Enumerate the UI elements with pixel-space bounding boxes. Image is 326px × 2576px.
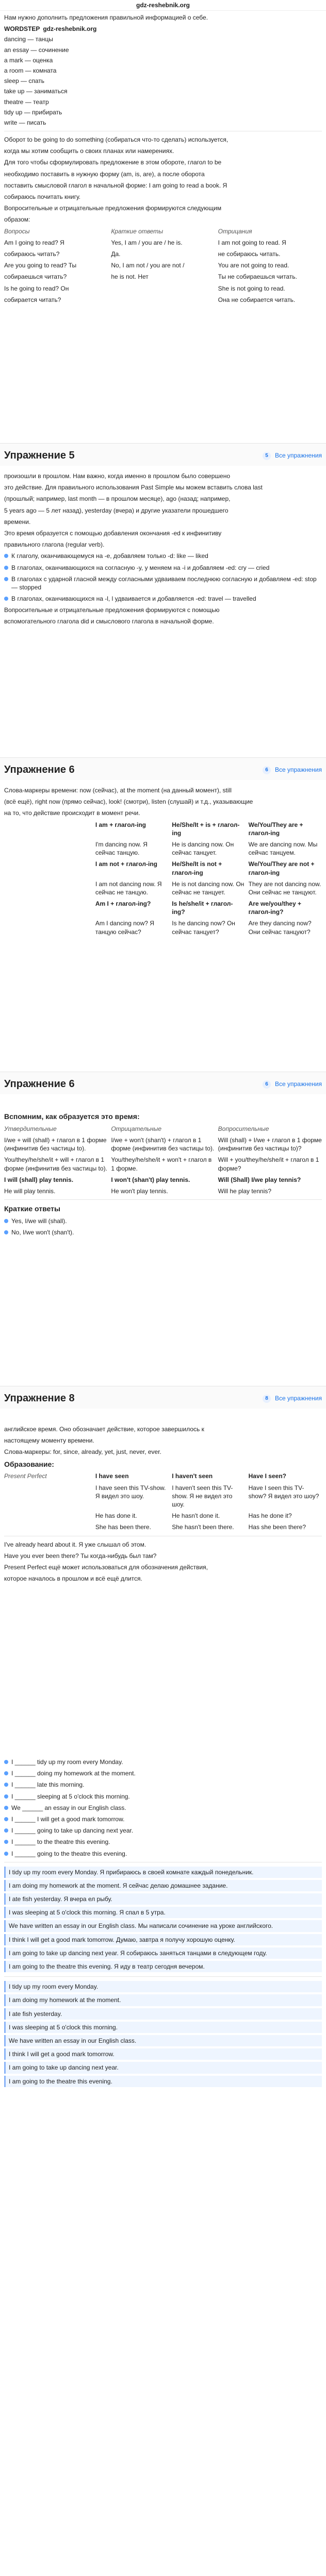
grammar-text: Вопросительные и отрицательные предложения формируются следующим [4, 205, 222, 212]
table-cell: I/we + will (shall) + глагол в 1 форме (инфинитив без частицы to). [4, 1137, 107, 1153]
table-cell: Are you going to read? Ты [4, 262, 77, 269]
table-cell: She hasn't been there. [172, 1523, 234, 1531]
final-answer [4, 2048, 322, 2060]
rule-text: К глаголу, оканчивающемуся на -e, добавляем только -d: like — liked [11, 552, 208, 560]
table-cell: We/You/They are + глагол-ing [248, 821, 303, 837]
grammar-text: английское время. Оно обозначает действие, которое завершилось к [4, 1426, 204, 1433]
vocab-item [4, 46, 322, 54]
grammar-text: на то, что действие происходит в момент речи. [4, 809, 140, 817]
table-cell [111, 296, 215, 304]
answer-text: I am going to the theatre this evening. Я иду в театр сегодня вечером. [9, 1963, 205, 1970]
answer-item [4, 1867, 322, 1878]
final-answer-text: I am going to the theatre this evening. [9, 2077, 112, 2085]
table-cell [4, 1512, 92, 1520]
answer-item [4, 1893, 322, 1905]
table-cell: He/She/It is not + глагол-ing [172, 860, 222, 876]
answer-text: I was sleeping at 5 o'clock this morning. Я спал в 5 утра. [9, 1909, 166, 1917]
final-answer-text: I was sleeping at 5 o'clock this morning. [9, 2023, 118, 2031]
all-exercises-link[interactable]: Все упражнения [274, 766, 322, 774]
all-exercises-link[interactable]: Все упражнения [274, 1395, 322, 1402]
exercise-title: Упражнение 8 [4, 1393, 75, 1404]
table-cell [4, 1523, 92, 1531]
short-answer [4, 1217, 322, 1225]
table-header: Have I seen? [248, 1472, 286, 1480]
table-header: Вопросы [4, 227, 30, 235]
answer-text: I think I will get a good mark tomorrow. Думаю, завтра я получу хорошую оценку. [9, 1936, 235, 1943]
table-cell: He won't play tennis. [111, 1188, 168, 1195]
watermark: gdz-reshebnik.org [43, 25, 97, 33]
grammar-text: настоящему моменту времени. [4, 1437, 94, 1445]
answer-text: I ate fish yesterday. Я вчера ел рыбу. [9, 1895, 112, 1903]
table-cell [4, 1484, 92, 1509]
grammar-text: Слова-маркеры времени: now (сейчас), at the moment (на данный момент), still [4, 787, 232, 794]
grammar-text: когда мы хотим сообщить о своих планах или намерениях. [4, 147, 174, 155]
vocab-item [4, 118, 322, 127]
table-header: Утвердительные [4, 1125, 57, 1132]
rule-item [4, 564, 322, 572]
table-cell: We/You/They are not + глагол-ing [248, 860, 315, 876]
grammar-text: (всё ещё), right now (прямо сейчас), look! (смотри), listen (слушай) и т.д., указывающие [4, 798, 253, 806]
grammar-text: вспомогательного глагола did и смыслового глагола в начальной форме. [4, 618, 214, 625]
final-answer-text: I am going to take up dancing next year. [9, 2064, 119, 2072]
vocab-item [4, 77, 322, 85]
gap-item [4, 1850, 322, 1858]
divider [4, 1976, 322, 1977]
gap-item [4, 1758, 322, 1766]
gap-item [4, 1792, 322, 1801]
rule-text: В глаголах с ударной гласной между согласными удваиваем последнюю согласную и добавляем -ed: stop — stopped [11, 575, 317, 591]
bullet-icon [4, 1230, 8, 1234]
vocab-text: an essay — сочинение [4, 46, 69, 54]
gap-text: I ______ sleeping at 5 o'clock this morning. [11, 1792, 130, 1800]
final-answer [4, 1994, 322, 2006]
section-future-simple [0, 1108, 326, 1376]
table-cell: I am + глагол-ing [95, 821, 146, 828]
table-cell: I won't (shan't) play tennis. [111, 1176, 190, 1183]
grammar-text: времени. [4, 518, 31, 526]
table-cell: Am I dancing now? Я танцую сейчас? [95, 920, 154, 936]
table-cell: We are dancing now. Мы сейчас танцуем. [248, 840, 318, 857]
final-answer [4, 1981, 322, 1992]
vocab-text: dancing — танцы [4, 36, 53, 43]
table-header: I haven't seen [172, 1472, 213, 1480]
exercise-actions [263, 1080, 322, 1088]
exercise-actions [263, 766, 322, 774]
section-intro [0, 10, 326, 350]
grammar-text: правильного глагола (regular verb). [4, 541, 105, 549]
table-cell: Она не собирается читать. [218, 296, 296, 303]
table-cell [111, 284, 215, 293]
table-cell: не собираюсь читать. [218, 250, 281, 258]
exercise-bar-6 [0, 757, 326, 780]
grammar-table [4, 821, 322, 936]
table-cell: He has done it. [95, 1512, 137, 1520]
rule-item [4, 552, 322, 560]
gap-text: I ______ doing my homework at the moment. [11, 1770, 136, 1777]
bullet-icon [4, 1219, 8, 1223]
table-cell: Will he play tennis? [218, 1188, 272, 1195]
exercise-actions [263, 1394, 322, 1402]
table-cell [4, 840, 92, 857]
exercise-bar-6b [0, 1072, 326, 1094]
gap-text: I ______ to the theatre this evening. [11, 1838, 110, 1846]
answer-item [4, 1880, 322, 1891]
table-header: I have seen [95, 1472, 129, 1480]
section-past-simple [0, 469, 326, 716]
gap-item [4, 1781, 322, 1789]
vocab-text: a mark — оценка [4, 56, 53, 64]
grammar-text: это действие. Для правильного использования Past Simple мы можем вставить слова last [4, 484, 263, 492]
exercise-title: Упражнение 6 [4, 764, 75, 775]
table-cell: Has he done it? [248, 1512, 292, 1520]
table-cell: Is he dancing now? Он сейчас танцует? [172, 920, 235, 936]
exercise-number-badge: 8 [263, 1395, 271, 1403]
gap-text: I ______ going to the theatre this evening. [11, 1850, 127, 1857]
table-cell: Am I + глагол-ing? [95, 900, 151, 908]
exercise-header [0, 443, 326, 466]
grammar-text: Оборот to be going to do something (собираться что-то сделать) используется, [4, 136, 229, 144]
gap-text: We ______ an essay in our English class. [11, 1804, 126, 1811]
site-watermark: gdz-reshebnik.org [136, 1, 190, 9]
grammar-table [4, 227, 322, 304]
site-header [0, 0, 326, 11]
rule-item [4, 575, 322, 591]
table-cell: Are we/you/they + глагол-ing? [248, 900, 301, 916]
gap-item [4, 1769, 322, 1777]
vocab-text: take up — заниматься [4, 88, 68, 95]
vocab-item [4, 35, 322, 43]
table-cell: I have seen this TV-show. Я видел это шоу. [95, 1484, 166, 1500]
answer-text: I tidy up my room every Monday. Я прибираюсь в своей комнате каждый понедельник. [9, 1868, 254, 1876]
section-present-perfect [0, 1422, 326, 1752]
answer-text: I am going to take up dancing next year. Я собираюсь заняться танцами в следующем году. [9, 1949, 267, 1957]
table-cell: He will play tennis. [4, 1188, 56, 1195]
vocab-text: a room — комната [4, 66, 57, 74]
answer-item [4, 1920, 322, 1931]
markers-text: Слова-маркеры: for, since, already, yet, just, never, ever. [4, 1448, 161, 1456]
rule-text: В глаголах, оканчивающихся на -l, l удваивается и добавляется -ed: travel — travelled [11, 595, 256, 603]
table-cell: They are not dancing now. Они сейчас не танцуют. [248, 880, 321, 896]
table-cell: I will (shall) play tennis. [4, 1176, 74, 1183]
table-cell: Will + you/they/he/she/it + глагол в 1 форме? [218, 1156, 319, 1172]
table-cell: He is not dancing now. Он сейчас не танцует. [172, 880, 244, 896]
table-cell: He is dancing now. Он сейчас танцует. [172, 840, 234, 857]
vocab-item [4, 108, 322, 116]
final-answer [4, 2008, 322, 2020]
table-cell: I am not going to read. Я [218, 239, 286, 246]
exercise-header [0, 1386, 326, 1409]
words-label: WORDSTEP [4, 25, 40, 33]
intro-text: Нам нужно дополнить предложения правильной информацией о себе. [4, 14, 208, 21]
vocab-list [4, 35, 322, 127]
gap-item [4, 1838, 322, 1846]
table-cell: Is he going to read? Он [4, 284, 69, 292]
grammar-text: Для того чтобы сформулировать предложение в этом обороте, глагол to be [4, 159, 222, 166]
table-cell: Да. [111, 250, 121, 258]
gap-item [4, 1804, 322, 1812]
vocab-item [4, 87, 322, 95]
table-cell [4, 900, 92, 916]
table-cell: You are not going to read. [218, 262, 289, 269]
table-cell [4, 880, 92, 896]
table-cell [4, 860, 92, 876]
bullet-icon [4, 1760, 8, 1764]
grammar-text: необходимо поставить в нужную форму (am, is, are), а после оборота [4, 170, 205, 178]
example-text: Have you ever been there? Ты когда-нибудь был там? [4, 1552, 157, 1560]
short-answer-text: Yes, I/we will (shall). [11, 1217, 67, 1225]
table-cell: She has been there. [95, 1523, 151, 1531]
gap-text: I ______ I will get a good mark tomorrow. [11, 1815, 125, 1823]
bullet-icon [4, 1806, 8, 1810]
table-header: Вопросительные [218, 1125, 269, 1132]
exercise-actions [263, 451, 322, 460]
answer-text: I am doing my homework at the moment. Я сейчас делаю домашнее задание. [9, 1882, 228, 1889]
bullet-icon [4, 1794, 8, 1799]
vocab-item [4, 98, 322, 106]
rule-text: В глаголах, оканчивающихся на согласную -y, у меняем на -i и добавляем -ed: cry — cried [11, 564, 270, 571]
final-answer-text: I ate fish yesterday. [9, 2010, 62, 2018]
answer-item [4, 1961, 322, 1972]
table-cell [4, 919, 92, 936]
table-cell: Will (Shall) I/we play tennis? [218, 1176, 301, 1183]
table-cell: He/She/It + is + глагол-ing [172, 821, 240, 837]
table-cell: Ты не собираешься читать. [218, 273, 297, 281]
bullet-icon [4, 1783, 8, 1787]
form-title: Образование: [4, 1460, 54, 1468]
divider [4, 1199, 322, 1200]
exercise-header [0, 1072, 326, 1094]
table-cell [4, 821, 92, 837]
table-cell: собираюсь читать? [4, 250, 60, 258]
table-cell: I am not + глагол-ing [95, 860, 158, 868]
table-cell: I'm dancing now. Я сейчас танцую. [95, 840, 148, 857]
final-answer-text: I am doing my homework at the moment. [9, 1996, 121, 2004]
exercise-number-badge: 5 [263, 452, 271, 460]
gap-item [4, 1826, 322, 1835]
table-header: Present Perfect [4, 1472, 47, 1480]
answer-text: We have written an essay in our English class. Мы написали сочинение на уроке английского. [9, 1922, 273, 1930]
vocab-text: tidy up — прибирать [4, 108, 62, 116]
table-cell: Has she been there? [248, 1523, 306, 1531]
grammar-text: которое началось в прошлом и всё ещё длится. [4, 1575, 142, 1583]
grammar-text: поставить смысловой глагол в начальной форме: I am going to read a book. Я [4, 181, 227, 189]
table-cell: Have I seen this TV-show? Я видел это шоу? [248, 1484, 319, 1500]
section-present-continuous [0, 783, 326, 1072]
final-answer [4, 2076, 322, 2087]
all-exercises-link[interactable]: Все упражнения [274, 452, 322, 460]
section-title: Вспомним, как образуется это время: [4, 1112, 140, 1121]
short-answer [4, 1228, 322, 1236]
table-cell: Will (shall) + I/we + глагол в 1 форме (инфинитив без частицы to)? [218, 1137, 322, 1153]
grammar-text: Present Perfect ещё может использоваться для обозначения действия, [4, 1563, 208, 1571]
bullet-icon [4, 566, 8, 570]
short-answers-title: Краткие ответы [4, 1205, 60, 1213]
gap-text: I ______ tidy up my room every Monday. [11, 1758, 123, 1766]
grammar-text: произошли в прошлом. Нам важно, когда именно в прошлом было совершено [4, 472, 231, 480]
table-cell: Are they dancing now? Они сейчас танцуют? [248, 920, 312, 936]
rule-item [4, 595, 322, 603]
bullet-icon [4, 597, 8, 601]
vocab-item [4, 56, 322, 64]
table-cell: He hasn't done it. [172, 1512, 220, 1520]
vocab-text: write — писать [4, 118, 46, 126]
bullet-icon [4, 1828, 8, 1833]
final-answer [4, 2035, 322, 2046]
table-cell: Yes, I am / you are / he is. [111, 239, 183, 246]
bullet-icon [4, 577, 8, 581]
table-cell: You/they/he/she/it + won't + глагол в 1 форме. [111, 1156, 212, 1172]
exercise-bar-8 [0, 1386, 326, 1409]
table-cell: She is not going to read. [218, 284, 285, 292]
exercise-bar-5 [0, 443, 326, 466]
answer-item [4, 1947, 322, 1959]
bullet-icon [4, 1771, 8, 1775]
vocab-text: sleep — спать [4, 77, 45, 85]
example-text: I've already heard about it. Я уже слышал об этом. [4, 1540, 146, 1548]
bullet-icon [4, 1840, 8, 1844]
table-cell: I/we + won't (shan't) + глагол в 1 форме (инфинитив без частицы to). [111, 1137, 215, 1153]
answer-item [4, 1907, 322, 1918]
final-answer-text: I think I will get a good mark tomorrow. [9, 2050, 115, 2058]
final-answer-text: I tidy up my room every Monday. [9, 1983, 99, 1991]
table-cell: Is he/she/it + глагол-ing? [172, 900, 233, 916]
section-answers [0, 1752, 326, 2576]
bullet-icon [4, 1852, 8, 1856]
table-cell: I haven't seen this TV-show. Я не видел это шоу. [172, 1484, 233, 1509]
grammar-text: 5 years ago — 5 лет назад), yesterday (вчера) и другие указатели прошедшего [4, 506, 229, 514]
exercise-title: Упражнение 5 [4, 450, 75, 461]
bullet-icon [4, 554, 8, 558]
vocab-item [4, 66, 322, 75]
final-answer-text: We have written an essay in our English class. [9, 2037, 137, 2044]
exercise-number-badge: 6 [263, 766, 271, 774]
grammar-text: образом: [4, 216, 30, 224]
table-cell: he is not. Нет [111, 273, 149, 281]
bullet-icon [4, 1817, 8, 1821]
table-cell: I am not dancing now. Я сейчас не танцую. [95, 880, 162, 896]
gap-text: I ______ going to take up dancing next year. [11, 1827, 134, 1835]
grammar-table [4, 1472, 322, 1531]
gap-item [4, 1815, 322, 1823]
exercise-number-badge: 6 [263, 1080, 271, 1089]
short-answer-text: No, I/we won't (shan't). [11, 1229, 74, 1236]
final-answer [4, 2022, 322, 2033]
all-exercises-link[interactable]: Все упражнения [274, 1080, 322, 1088]
final-answer [4, 2062, 322, 2073]
table-cell: No, I am not / you are not / [111, 262, 185, 269]
table-header: Краткие ответы [111, 227, 164, 235]
gap-text: I ______ late this morning. [11, 1781, 85, 1789]
grammar-table [4, 1125, 322, 1195]
grammar-text: Это время образуется с помощью добавления окончания -ed к инфинитиву [4, 529, 222, 537]
table-cell: You/they/he/she/it + will + глагол в 1 форме (инфинитив без частицы to). [4, 1156, 107, 1172]
grammar-text: (прошлый; например, last month — в прошлом месяце), ago (назад; например, [4, 495, 231, 503]
table-cell: собираешься читать? [4, 273, 67, 281]
answer-item [4, 1934, 322, 1945]
grammar-text: Вопросительные и отрицательные предложения формируются с помощью [4, 606, 220, 614]
vocab-text: theatre — театр [4, 98, 49, 106]
table-cell: собирается читать? [4, 296, 61, 303]
exercise-title: Упражнение 6 [4, 1078, 75, 1090]
table-header: Отрицания [218, 227, 252, 235]
table-header: Отрицательные [111, 1125, 161, 1132]
grammar-text: собираюсь почитать книгу. [4, 193, 81, 200]
table-cell: Am I going to read? Я [4, 239, 64, 246]
exercise-header [0, 757, 326, 780]
